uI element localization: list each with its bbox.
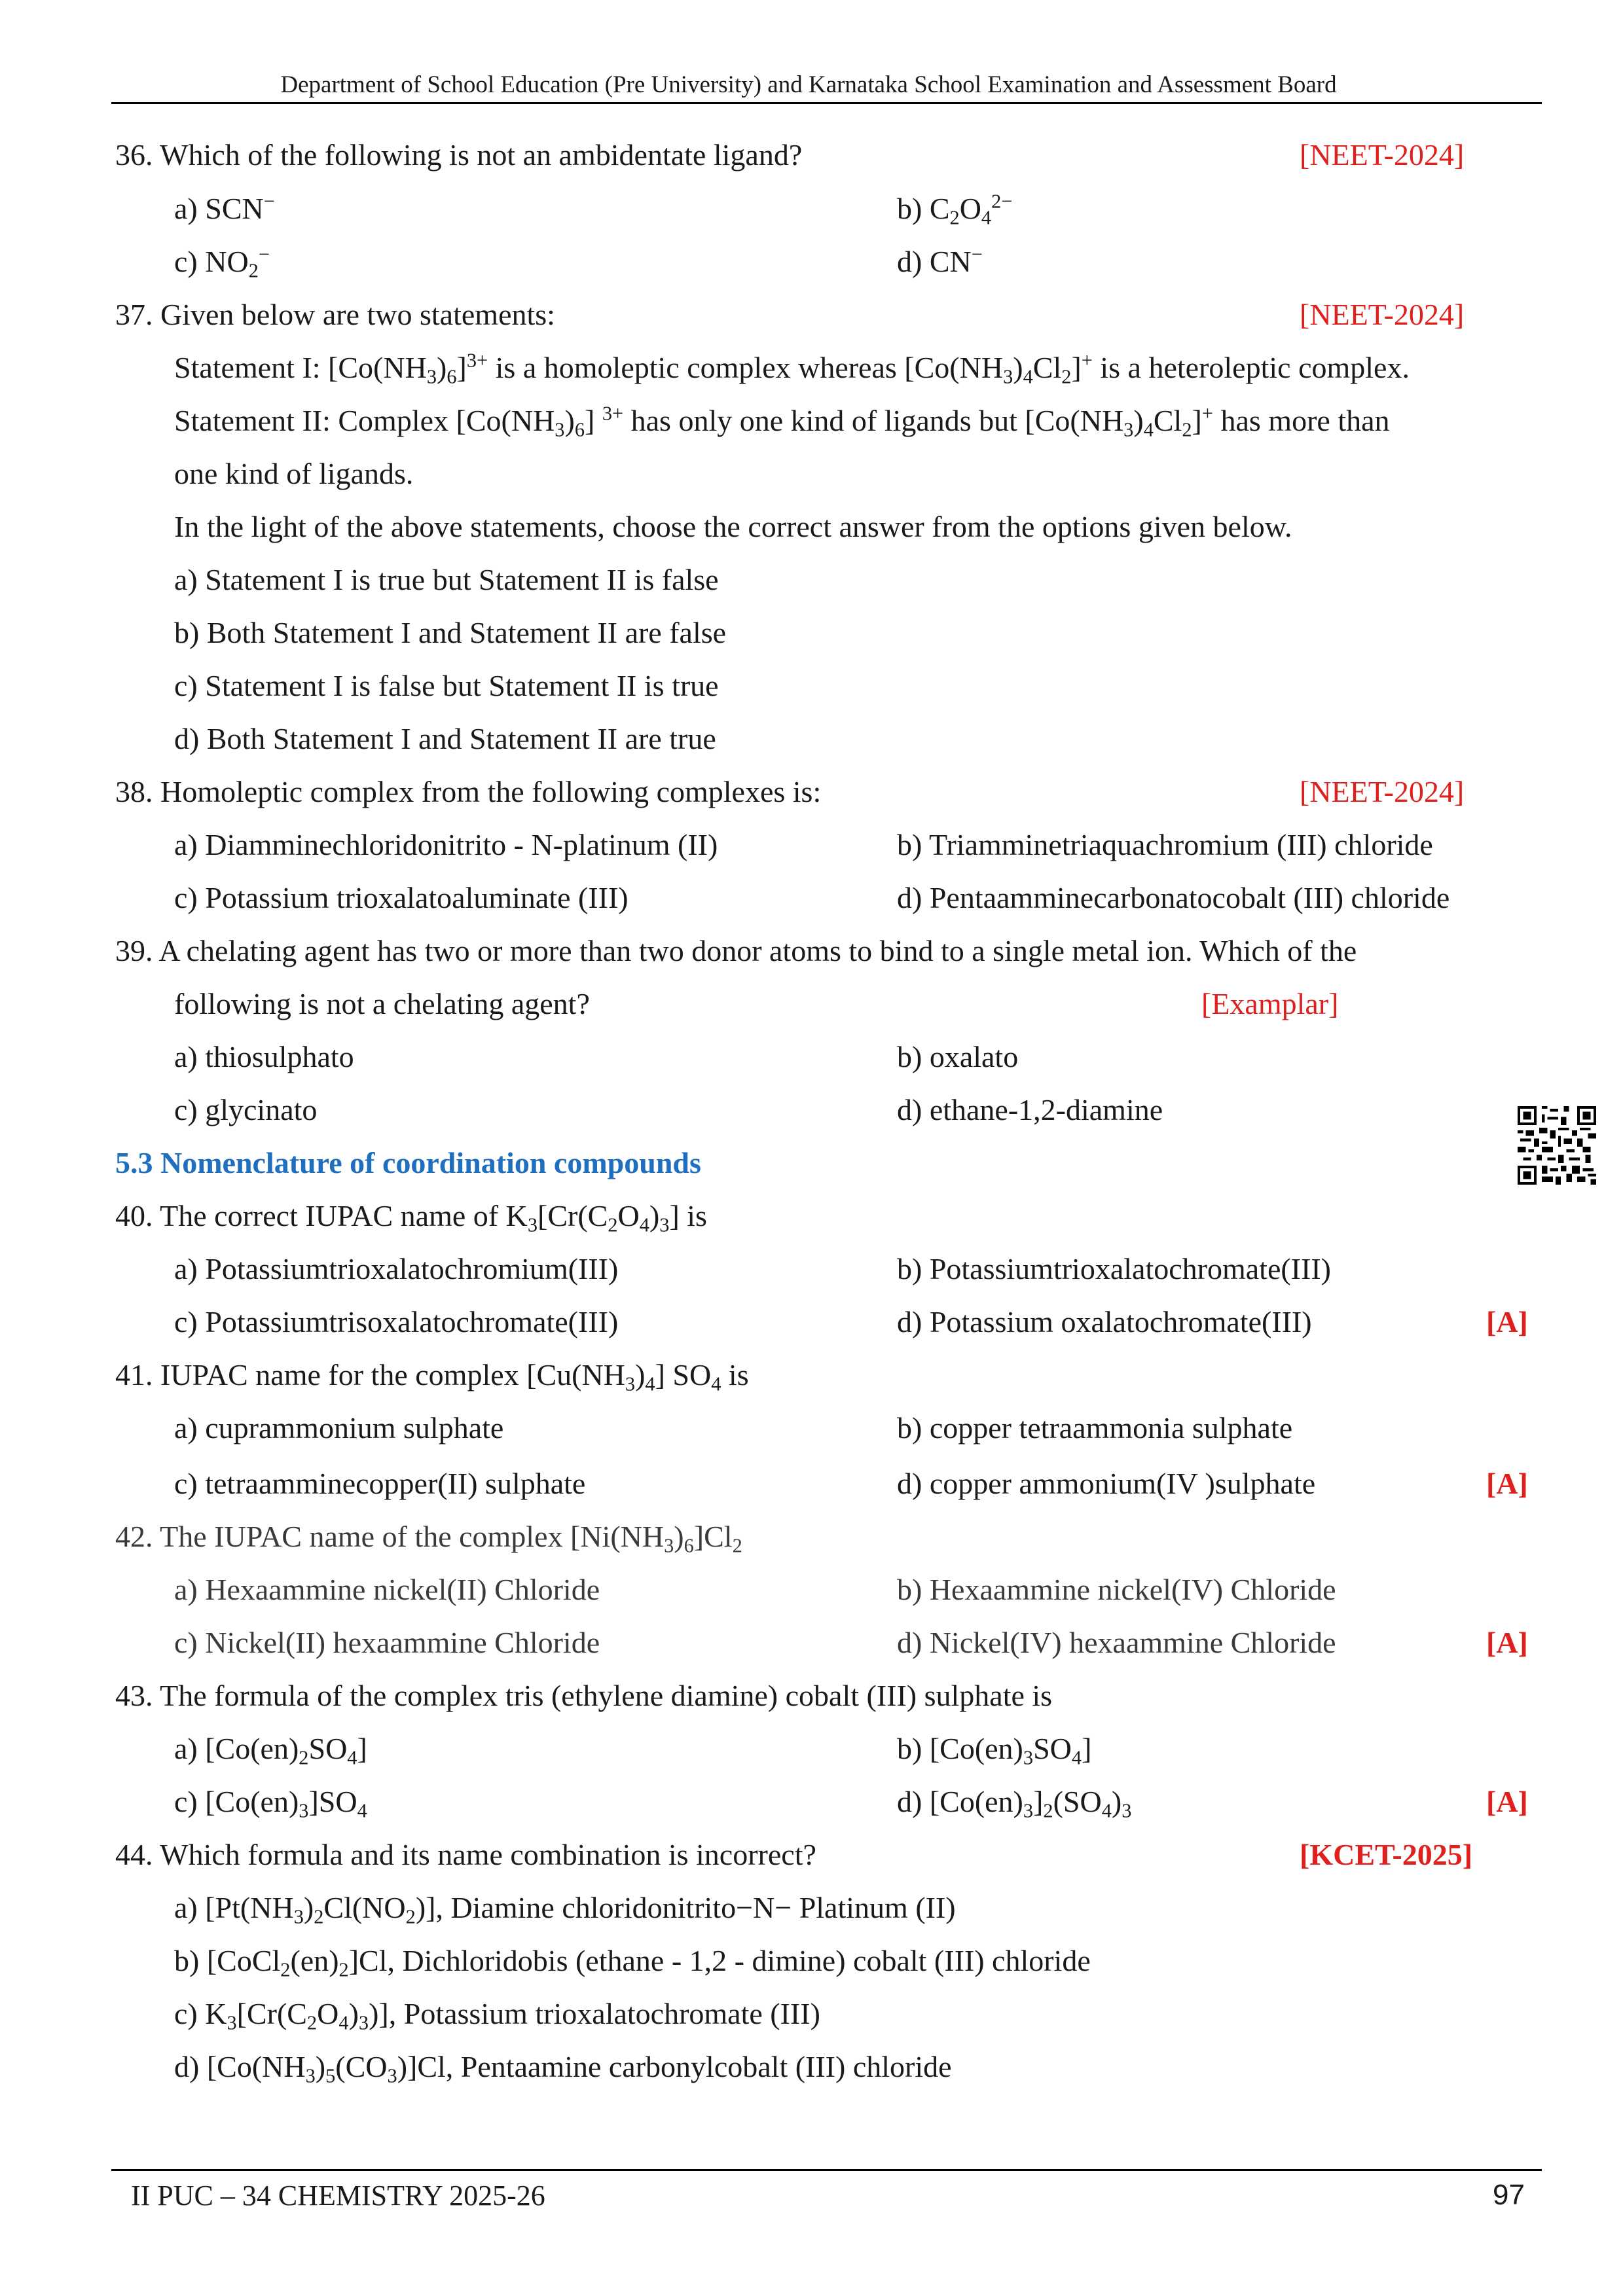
q44-option-b: b) $[CoCl_2(en)_2]Cl$, Dichloridobis (ethane - 1,2 - dimine) cobalt (III) chloride	[174, 1944, 1091, 1981]
q37-option-c: c) Statement I is false but Statement II is true	[174, 669, 719, 702]
page-number: 97	[1493, 2179, 1525, 2211]
q44-option-a: a) $[Pt(NH_3)_2Cl(NO_2)]$, Diamine chloridonitrito−N− Platinum (II)	[174, 1891, 956, 1928]
page-header: Department of School Education (Pre University) and Karnataka School Examination and Assessment Board	[280, 71, 1337, 98]
q38-option-c: c) Potassium trioxalatoaluminate (III)	[174, 881, 629, 914]
question-44: 44. Which formula and its name combination is incorrect?	[115, 1838, 816, 1871]
q41-option-b: b) copper tetraammonia sulphate	[897, 1411, 1293, 1444]
question-43: 43. The formula of the complex tris (ethylene diamine) cobalt (III) sulphate is	[115, 1679, 1053, 1712]
q40-option-c: c) Potassiumtrisoxalatochromate(III)	[174, 1305, 619, 1338]
q41-answer-tag: [A]	[1486, 1467, 1528, 1500]
q44-option-d: d) $[Co(NH_3)_5(CO_3)]Cl$, Pentaamine carbonylcobalt (III) chloride	[174, 2050, 952, 2087]
q41-option-c: c) tetraamminecopper(II) sulphate	[174, 1467, 586, 1500]
q39-option-b: b) oxalato	[897, 1040, 1019, 1073]
question-37-source-tag: [NEET-2024]	[1300, 298, 1465, 331]
question-38-source-tag: [NEET-2024]	[1300, 775, 1465, 808]
q42-option-c: c) Nickel(II) hexaammine Chloride	[174, 1626, 600, 1659]
q42-answer-tag: [A]	[1486, 1626, 1528, 1659]
q43-option-a: a) $[Co(en)_2SO_4]$	[174, 1732, 367, 1769]
q40-option-a: a) Potassiumtrioxalatochromium(III)	[174, 1252, 619, 1285]
q36-option-d: d) CN−	[897, 243, 983, 278]
footer-course: II PUC – 34 CHEMISTRY 2025-26	[131, 2179, 545, 2212]
q43-option-b: b) $[Co(en)_3SO_4]$	[897, 1732, 1092, 1769]
q42-option-a: a) Hexaammine nickel(II) Chloride	[174, 1573, 600, 1606]
header-rule	[111, 102, 1542, 104]
question-41: 41. IUPAC name for the complex $[Cu(NH_3)_4]$ $SO_4$ is	[115, 1358, 749, 1395]
q39-option-d: d) ethane-1,2-diamine	[897, 1093, 1163, 1126]
footer-rule	[111, 2169, 1542, 2171]
q37-statement-2-continued: one kind of ligands.	[174, 457, 414, 490]
question-36-source-tag: [NEET-2024]	[1300, 138, 1465, 171]
q37-statement-1: Statement I: $[Co(NH_3)_6]^{3+}$ is a homoleptic complex whereas $[Co(NH_3)_4Cl_2]^+$ is a heteroleptic complex.	[174, 349, 1410, 388]
q38-option-d: d) Pentaamminecarbonatocobalt (III) chloride	[897, 881, 1450, 914]
q38-option-a: a) Diamminechloridonitrito - N-platinum (II)	[174, 828, 718, 861]
q37-statement-2: Statement II: Complex $[Co(NH_3)_6]$ $^{3+}$ has only one kind of ligands but $[Co(NH_3)_4Cl_2]^+$ has more than	[174, 402, 1390, 441]
q39-option-c: c) glycinato	[174, 1093, 318, 1126]
q36-option-c: c) $NO_2^-$	[174, 243, 270, 282]
q44-option-c: c) $K_3[Cr(C_2O_4)_3)$], Potassium trioxalatochromate (III)	[174, 1997, 820, 2034]
question-39-continued: following is not a chelating agent?	[174, 987, 590, 1020]
q43-option-c: c) $[Co(en)_3]SO_4$	[174, 1785, 367, 1822]
q40-answer-tag: [A]	[1486, 1305, 1528, 1338]
q37-option-b: b) Both Statement I and Statement II are false	[174, 616, 727, 649]
section-title: 5.3 Nomenclature of coordination compounds	[115, 1146, 701, 1179]
q37-option-a: a) Statement I is true but Statement II is false	[174, 563, 719, 596]
question-38: 38. Homoleptic complex from the following complexes is:	[115, 775, 822, 808]
q37-option-d: d) Both Statement I and Statement II are true	[174, 722, 716, 755]
question-37: 37. Given below are two statements:	[115, 298, 555, 331]
q41-option-d: d) copper ammonium(IV )sulphate	[897, 1467, 1316, 1500]
q41-option-a: a) cuprammonium sulphate	[174, 1411, 504, 1444]
q42-option-d: d) Nickel(IV) hexaammine Chloride	[897, 1626, 1336, 1659]
qr-code-icon[interactable]	[1518, 1106, 1596, 1185]
question-42: 42. The IUPAC name of the complex $[Ni(NH_3)_6]Cl_2$	[115, 1520, 742, 1557]
question-39-source-tag: [Examplar]	[1201, 987, 1339, 1020]
question-40: 40. The correct IUPAC name of $K_3[Cr(C_2O_4)_3]$ is	[115, 1199, 707, 1236]
q36-option-b: b) $C_2O_4^{2-}$	[897, 190, 1013, 229]
q36-option-a: a) SCN−	[174, 190, 275, 225]
q42-option-b: b) Hexaammine nickel(IV) Chloride	[897, 1573, 1336, 1606]
question-44-source-tag: [KCET-2025]	[1300, 1838, 1473, 1871]
q38-option-b: b) Triamminetriaquachromium (III) chloride	[897, 828, 1433, 861]
q43-option-d: d) $[Co(en)_3]_2(SO_4)_3$	[897, 1785, 1132, 1822]
question-36: 36. Which of the following is not an ambidentate ligand?	[115, 138, 803, 171]
q37-instruction: In the light of the above statements, choose the correct answer from the options given below.	[174, 510, 1292, 543]
q43-answer-tag: [A]	[1486, 1785, 1528, 1818]
q40-option-d: d) Potassium oxalatochromate(III)	[897, 1305, 1312, 1338]
q39-option-a: a) thiosulphato	[174, 1040, 354, 1073]
question-39: 39. A chelating agent has two or more than two donor atoms to bind to a single metal ion. Which of the	[115, 934, 1357, 967]
q40-option-b: b) Potassiumtrioxalatochromate(III)	[897, 1252, 1331, 1285]
